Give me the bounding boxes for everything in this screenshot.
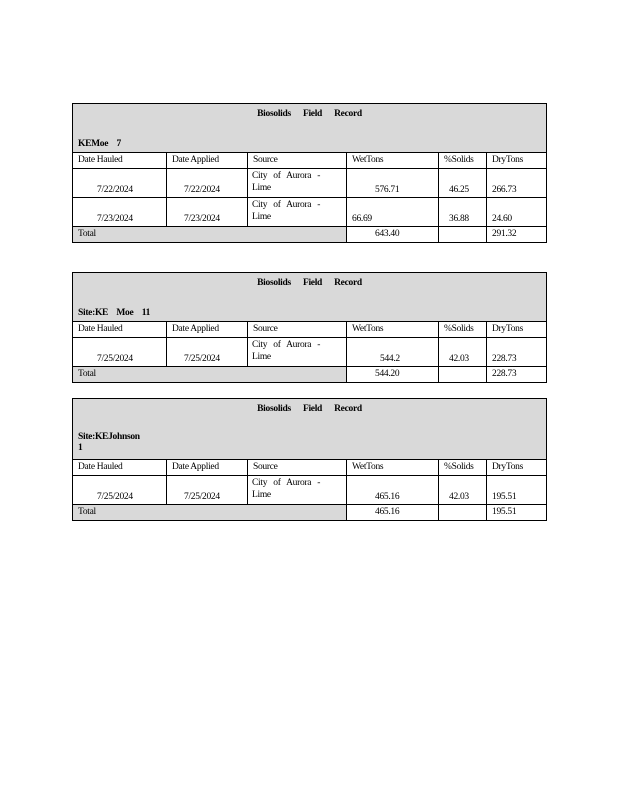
table-row xyxy=(73,338,546,366)
dry-tons: 195.51 xyxy=(492,492,517,502)
col-percent-solids: %Solids xyxy=(439,153,487,168)
col-percent-solids: %Solids xyxy=(439,322,487,337)
column-header-row xyxy=(73,153,546,169)
total-label: Total xyxy=(73,227,347,242)
total-label: Total xyxy=(73,505,347,520)
total-solids-empty xyxy=(439,367,487,382)
record-title: Biosolids Field Record xyxy=(257,278,362,288)
total-dry-tons: 228.73 xyxy=(492,369,517,379)
date-applied: 7/22/2024 xyxy=(184,185,220,195)
percent-solids: 42.03 xyxy=(449,354,469,364)
col-date-applied: Date Applied xyxy=(167,460,248,475)
total-wet-tons: 643.40 xyxy=(347,227,439,242)
col-date-applied: Date Applied xyxy=(167,322,248,337)
dry-tons: 24.60 xyxy=(492,214,512,224)
total-row xyxy=(73,366,546,382)
table-row xyxy=(73,169,546,198)
col-dry-tons: DryTons xyxy=(492,324,524,334)
record-header xyxy=(73,399,546,460)
date-hauled: 7/25/2024 xyxy=(97,354,133,364)
col-source: Source xyxy=(248,460,347,475)
percent-solids: 42.03 xyxy=(449,492,469,502)
source-line-2: Lime xyxy=(252,490,271,500)
dry-tons: 266.73 xyxy=(492,185,517,195)
source-line-1: City of Aurora - xyxy=(252,171,321,181)
total-wet-tons: 544.20 xyxy=(347,367,439,382)
date-hauled: 7/22/2024 xyxy=(97,185,133,195)
col-date-hauled: Date Hauled xyxy=(73,460,167,475)
field-record-2 xyxy=(72,272,547,383)
col-wet-tons: WetTons xyxy=(347,153,439,168)
date-hauled: 7/23/2024 xyxy=(97,214,133,224)
total-row xyxy=(73,226,546,242)
total-solids-empty xyxy=(439,227,487,242)
col-dry-tons: DryTons xyxy=(492,155,524,165)
record-site: Site:KEJohnson 1 xyxy=(78,432,140,453)
date-hauled: 7/25/2024 xyxy=(97,492,133,502)
field-record-1 xyxy=(72,103,547,243)
total-dry-tons: 291.32 xyxy=(492,229,517,239)
table-row xyxy=(73,476,546,504)
source-line-1: City of Aurora - xyxy=(252,340,321,350)
col-wet-tons: WetTons xyxy=(347,322,439,337)
source-line-2: Lime xyxy=(252,352,271,362)
col-source: Source xyxy=(248,153,347,168)
col-source: Source xyxy=(248,322,347,337)
record-site: KEMoe 7 xyxy=(78,139,121,149)
total-label: Total xyxy=(73,367,347,382)
total-row xyxy=(73,504,546,520)
date-applied: 7/25/2024 xyxy=(184,492,220,502)
field-record-3 xyxy=(72,398,547,521)
column-header-row xyxy=(73,322,546,338)
wet-tons: 465.16 xyxy=(375,492,400,502)
source-line-2: Lime xyxy=(252,183,271,193)
col-date-hauled: Date Hauled xyxy=(73,153,167,168)
table-row xyxy=(73,198,546,226)
record-header xyxy=(73,273,546,322)
col-date-applied: Date Applied xyxy=(167,153,248,168)
percent-solids: 46.25 xyxy=(449,185,469,195)
record-site: Site:KE Moe 11 xyxy=(78,308,151,318)
total-wet-tons: 465.16 xyxy=(347,505,439,520)
percent-solids: 36.88 xyxy=(449,214,469,224)
dry-tons: 228.73 xyxy=(492,354,517,364)
total-dry-tons: 195.51 xyxy=(492,507,517,517)
date-applied: 7/23/2024 xyxy=(184,214,220,224)
record-title: Biosolids Field Record xyxy=(257,109,362,119)
wet-tons: 544.2 xyxy=(380,354,400,364)
date-applied: 7/25/2024 xyxy=(184,354,220,364)
wet-tons: 66.69 xyxy=(352,214,372,224)
column-header-row xyxy=(73,460,546,476)
col-dry-tons: DryTons xyxy=(492,462,524,472)
source-line-1: City of Aurora - xyxy=(252,478,321,488)
record-title: Biosolids Field Record xyxy=(257,404,362,414)
col-wet-tons: WetTons xyxy=(347,460,439,475)
source-line-1: City of Aurora - xyxy=(252,200,321,210)
col-percent-solids: %Solids xyxy=(439,460,487,475)
source-line-2: Lime xyxy=(252,212,271,222)
col-date-hauled: Date Hauled xyxy=(73,322,167,337)
record-header xyxy=(73,104,546,153)
wet-tons: 576.71 xyxy=(375,185,400,195)
total-solids-empty xyxy=(439,505,487,520)
